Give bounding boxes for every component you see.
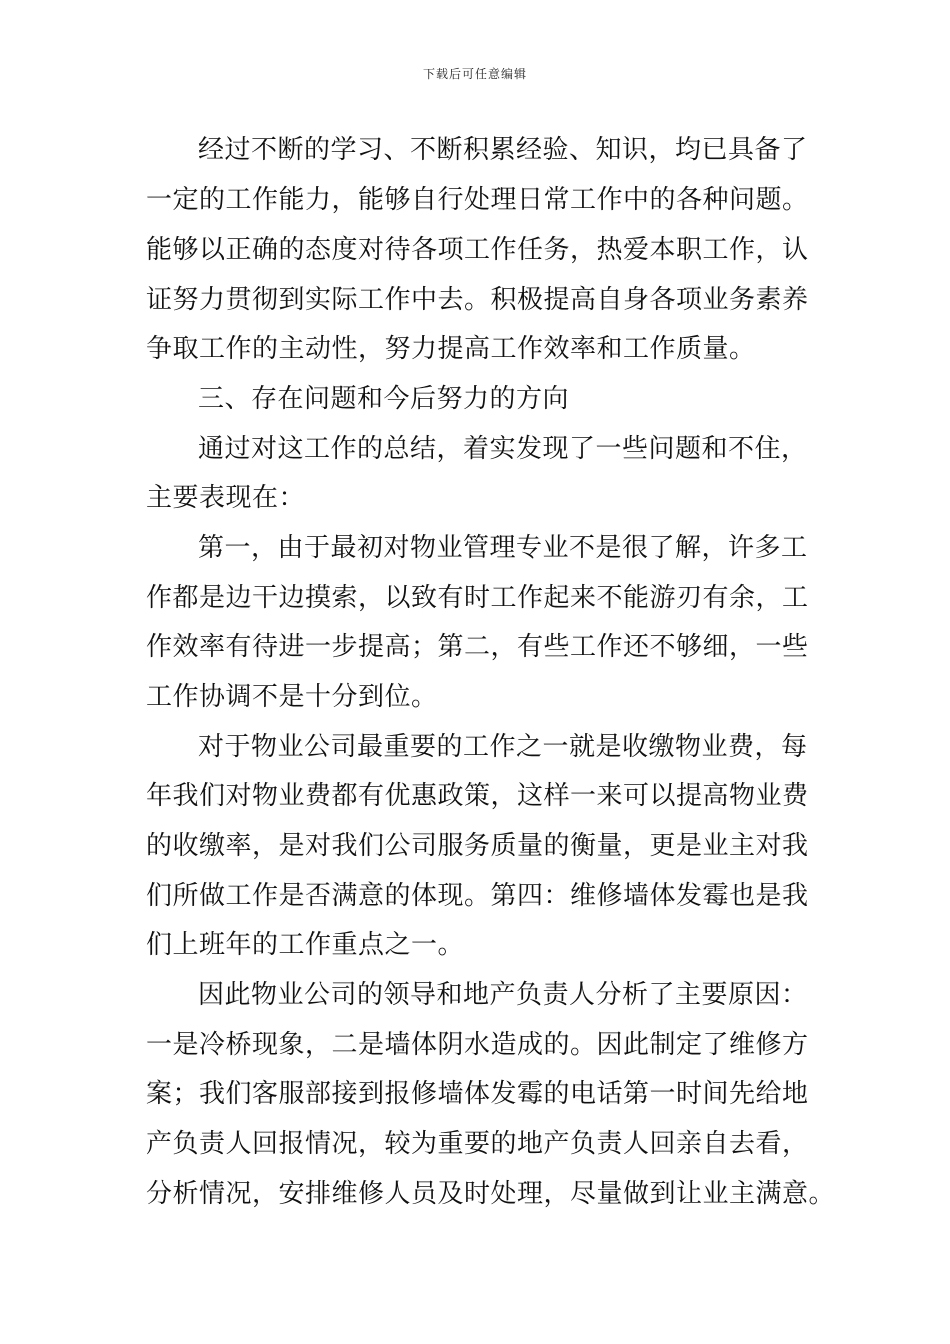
text-line: 能够以正确的态度对待各项工作任务，热爱本职工作，认 xyxy=(146,235,809,265)
text-line: 因此物业公司的领导和地产负责人分析了主要原因： xyxy=(198,980,808,1010)
text-line: 通过对这工作的总结，着实发现了一些问题和不住， xyxy=(198,434,808,464)
text-line: 们所做工作是否满意的体现。第四：维修墙体发霉也是我 xyxy=(146,881,809,911)
text-line: 们上班年的工作重点之一。 xyxy=(146,930,465,960)
text-line: 一定的工作能力，能够自行处理日常工作中的各种问题。 xyxy=(146,185,809,215)
text-line: 产负责人回报情况，较为重要的地产负责人回亲自去看， xyxy=(146,1129,809,1159)
text-line: 主要表现在： xyxy=(146,483,306,513)
header-note: 下载后可任意编辑 xyxy=(422,67,527,81)
text-line: 的收缴率，是对我们公司服务质量的衡量，更是业主对我 xyxy=(146,831,809,861)
text-line: 经过不断的学习、不断积累经验、知识，均已具备了 xyxy=(198,135,808,165)
text-line: 争取工作的主动性，努力提高工作效率和工作质量。 xyxy=(146,334,756,364)
section-heading: 三、存在问题和今后努力的方向 xyxy=(198,384,570,414)
text-line: 案；我们客服部接到报修墙体发霉的电话第一时间先给地 xyxy=(146,1079,809,1109)
text-line: 作效率有待进一步提高；第二，有些工作还不够细，一些 xyxy=(146,632,809,662)
text-line: 第一，由于最初对物业管理专业不是很了解，许多工 xyxy=(198,533,808,563)
text-line: 工作协调不是十分到位。 xyxy=(146,682,438,712)
text-line: 分析情况，安排维修人员及时处理，尽量做到让业主满意。 xyxy=(146,1179,836,1209)
text-line: 一是冷桥现象，二是墙体阴水造成的。因此制定了维修方 xyxy=(146,1030,809,1060)
text-line: 年我们对物业费都有优惠政策，这样一来可以提高物业费 xyxy=(146,781,809,811)
text-line: 作都是边干边摸索，以致有时工作起来不能游刃有余，工 xyxy=(146,583,809,613)
text-line: 证努力贯彻到实际工作中去。积极提高自身各项业务素养 xyxy=(146,285,809,315)
text-line: 对于物业公司最重要的工作之一就是收缴物业费，每 xyxy=(198,732,808,762)
